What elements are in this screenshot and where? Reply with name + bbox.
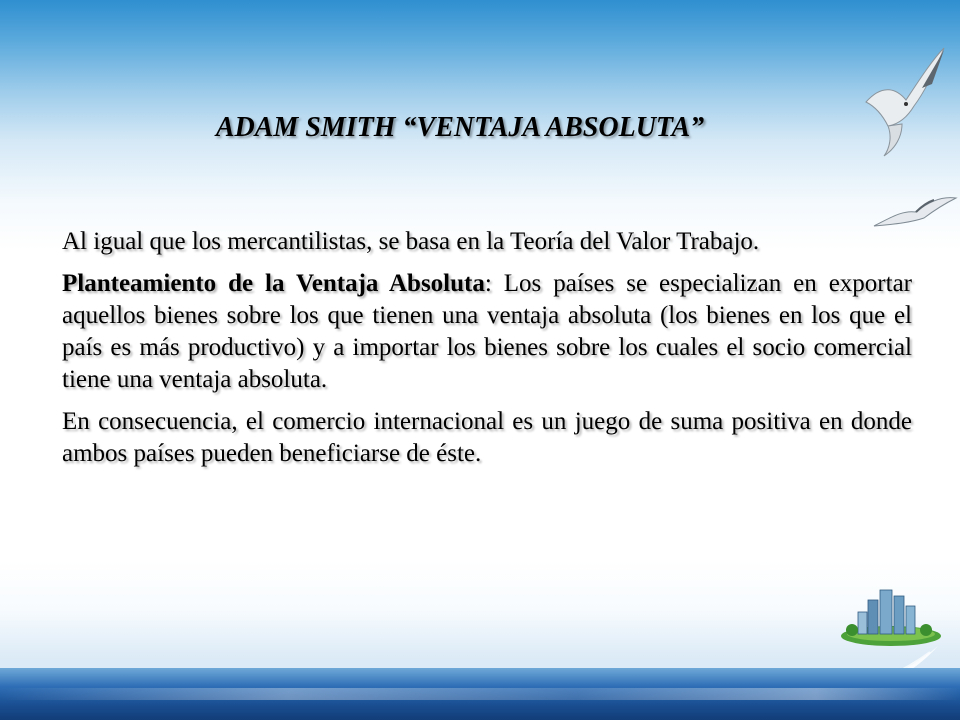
paragraph-bold-heading: Planteamiento de la Ventaja Absoluta [62, 270, 485, 297]
paragraph-text: En consecuencia, el comercio internacional es un juego de suma positiva en donde ambos países pueden beneficiarse de éste. [62, 408, 912, 467]
sea-shine [0, 688, 960, 700]
paragraph-planteamiento [62, 268, 912, 396]
slide-body [62, 226, 912, 480]
paragraph-text: : Los países se especializan en exportar aquellos bienes sobre los que tienen una ventaja absoluta (los bienes en los que el país es más productivo) y a importar los bienes sobre los cuales el socio comercial tiene una ventaja absoluta. [62, 270, 912, 393]
slide-title: ADAM SMITH “VENTAJA ABSOLUTA” [215, 112, 705, 143]
seagull-icon [862, 44, 948, 160]
sea-band [0, 668, 960, 720]
paragraph-valor-trabajo [62, 226, 912, 258]
paragraph-text: Al igual que los mercantilistas, se basa en la Teoría del Valor Trabajo. [62, 228, 760, 255]
paragraph-consecuencia [62, 406, 912, 470]
